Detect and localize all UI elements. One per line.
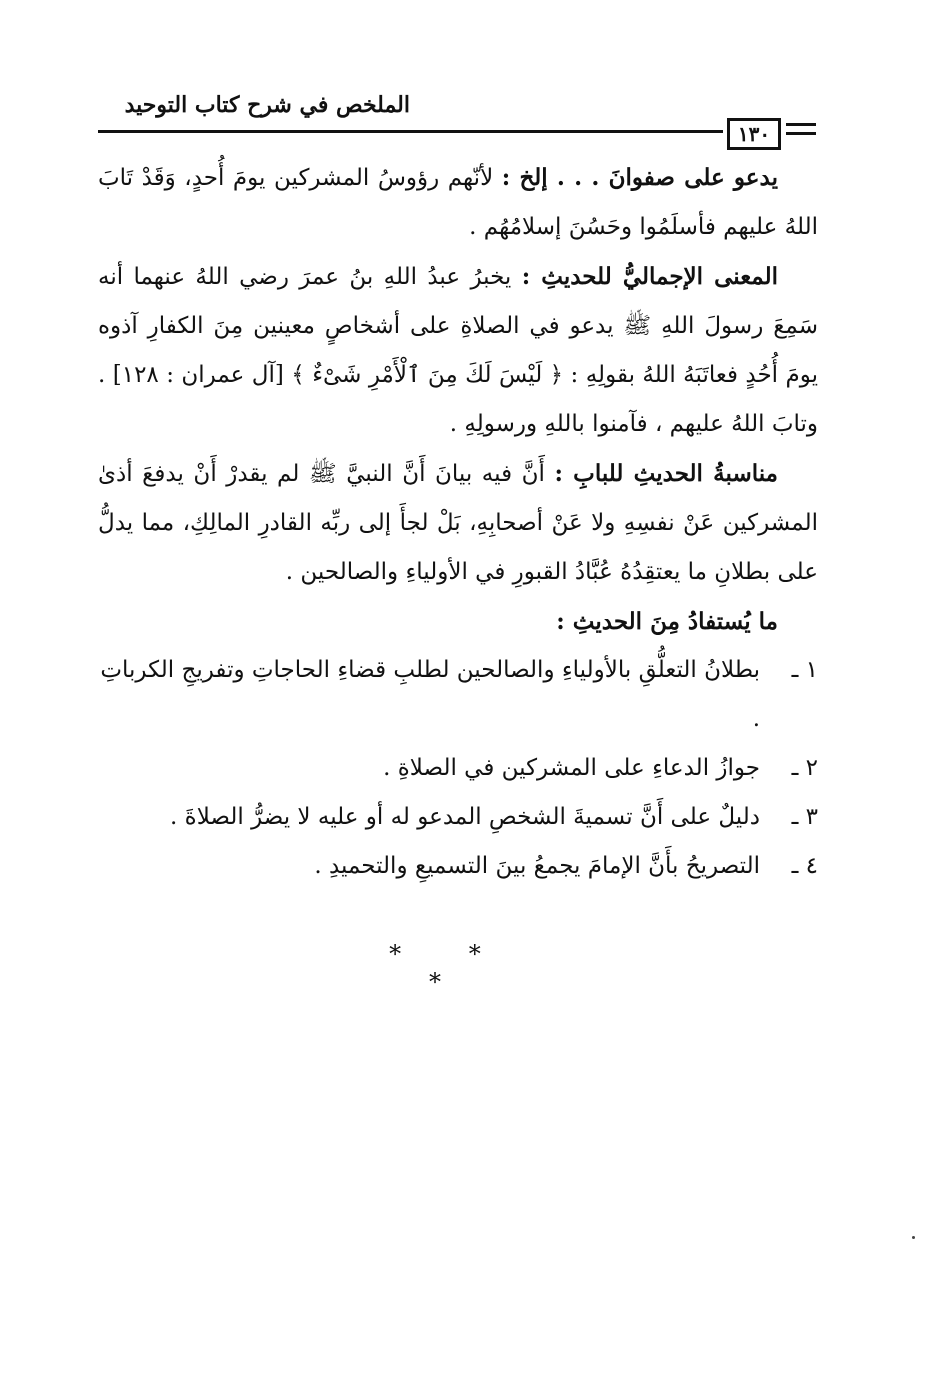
relevance-text: أَنَّ فيه بيانَ أَنَّ النبيَّ ﷺ لم يقدرْ أَنْ يدفعَ أذىٰ المشركين عَنْ نفسِهِ ولا عَنْ أصحابِهِ، بَلْ لجأَ إلى ربِّه القادرِ المالِكِ، مما يدلُّ على بطلانِ ما يعتقِدُهُ عُبَّادُ القبورِ في الأولياءِ والصالحين . [98, 461, 818, 585]
relevance-label: مناسبةُ الحديثِ للبابِ : [554, 460, 778, 487]
list-item-text: جوازُ الدعاءِ على المشركين في الصلاةِ . [383, 755, 760, 781]
list-item-number: ١ ـ [791, 657, 818, 683]
intro-paragraph [98, 153, 818, 252]
list-item-text: بطلانُ التعلُّقِ بالأولياءِ والصالحين لطلبِ قضاءِ الحاجاتِ وتفريجِ الكرباتِ . [100, 657, 760, 732]
list-item [98, 842, 818, 891]
header-rule [98, 130, 723, 133]
general-meaning-label: المعنى الإجماليُّ للحديثِ : [521, 263, 779, 290]
running-title: الملخص في شرح كتاب التوحيد [124, 92, 410, 118]
list-item-text: التصريحُ بأَنَّ الإمامَ يجمعُ بينَ التسميعِ والتحميدِ . [314, 853, 760, 879]
list-item-number: ٢ ـ [791, 755, 818, 781]
benefits-list [98, 646, 818, 891]
list-item-text: دليلٌ على أَنَّ تسميةَ الشخصِ المدعو له أو عليه لا يضرُّ الصلاةَ . [170, 804, 760, 830]
list-item [98, 793, 818, 842]
list-item-number: ٣ ـ [791, 804, 818, 830]
intro-text: لأنّهم رؤوسُ المشركين يومَ أُحدٍ، وَقَدْ تَابَ اللهُ عليهم فأسلَمُوا وحَسُنَ إسلامُهُم . [98, 165, 818, 240]
header-bar [786, 132, 816, 135]
general-meaning-paragraph [98, 252, 818, 449]
list-item [98, 646, 818, 744]
relevance-paragraph [98, 449, 818, 597]
header-bar [786, 123, 816, 126]
general-meaning-text: يخبرُ عبدُ اللهِ بنُ عمرَ رضي اللهُ عنهما أنه سَمِعَ رسولَ اللهِ ﷺ يدعو في الصلاةِ على أشخاصٍ معينين مِنَ الكفارِ آذوه يومَ أُحُدٍ فعاتَبَهُ اللهُ بقولِهِ : ﴿ لَيْسَ لَكَ مِنَ ٱلْأَمْرِ شَىْءٌ ﴾ [آل عمران : ١٢٨] . وتابَ اللهُ عليهم ، فآمنوا باللهِ ورسولِهِ . [98, 264, 818, 437]
page-number: ١٣٠ [727, 118, 781, 150]
benefits-heading: ما يُستفادُ مِنَ الحديثِ : [556, 608, 778, 635]
list-item [98, 744, 818, 793]
body-text [98, 153, 818, 891]
intro-label: يدعو على صفوانَ . . . إلخ : [501, 164, 779, 191]
section-separator: * * * [389, 940, 511, 996]
list-item-number: ٤ ـ [791, 853, 818, 879]
header-ornament-bars [786, 123, 816, 141]
stray-ink-mark [912, 1236, 915, 1239]
